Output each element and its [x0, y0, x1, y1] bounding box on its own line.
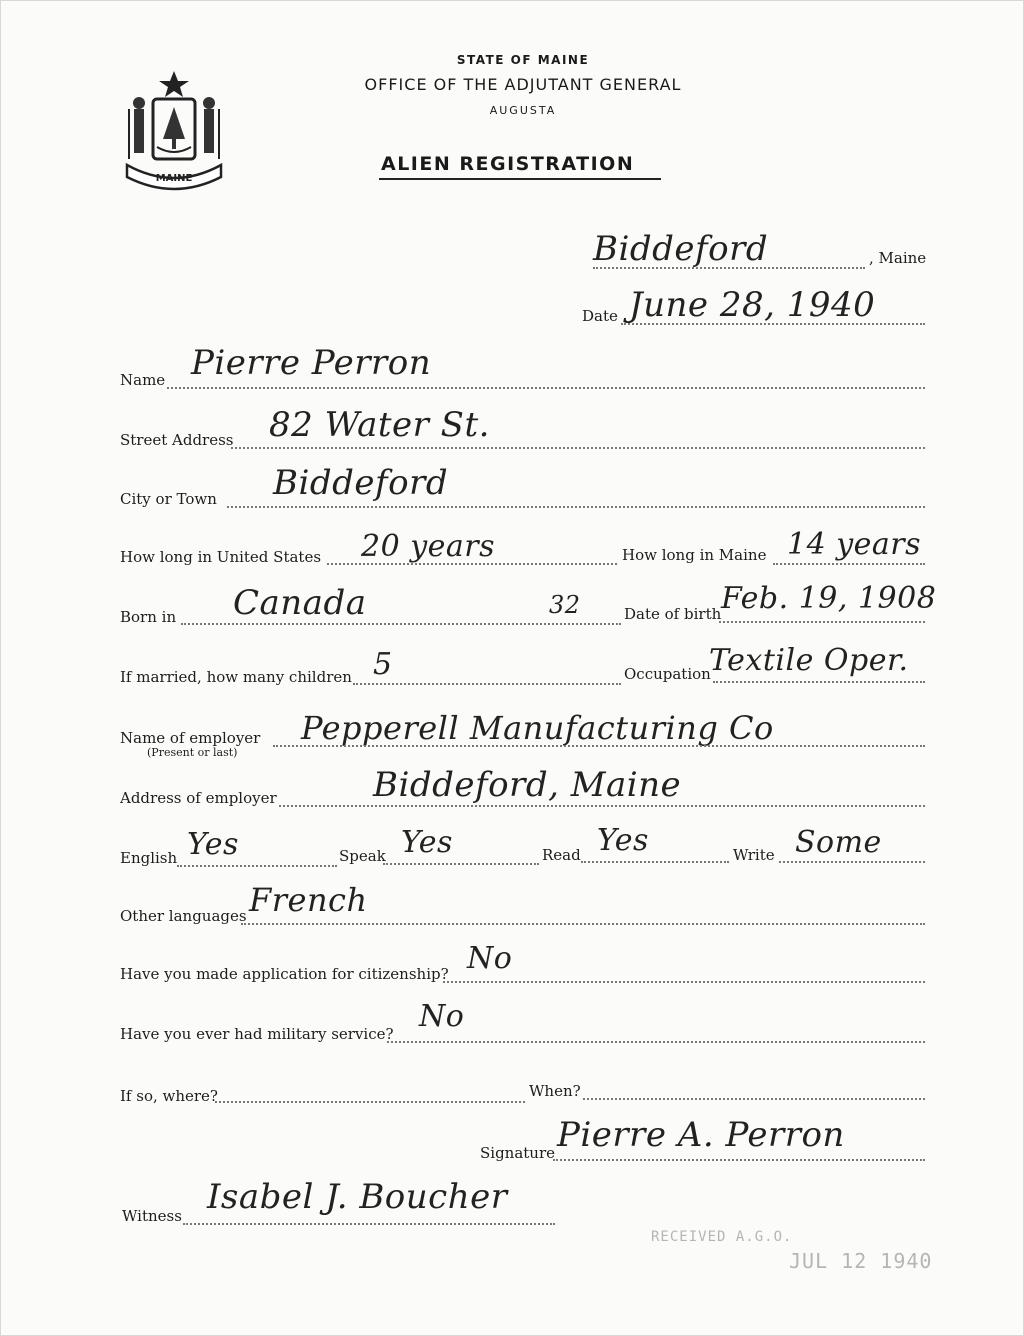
svg-text:MAINE: MAINE	[155, 173, 193, 184]
employer-line	[273, 745, 925, 747]
employer-address-label: Address of employer	[120, 789, 277, 807]
street-address-label: Street Address	[120, 431, 234, 449]
employer-address-line	[279, 805, 925, 807]
occupation-label: Occupation	[624, 665, 711, 683]
how-long-us-value: 20 years	[361, 529, 496, 564]
where-label: If so, where?	[120, 1087, 218, 1105]
speak-value: Yes	[401, 825, 453, 860]
name-value: Pierre Perron	[191, 343, 432, 383]
born-in-value: Canada	[233, 583, 367, 623]
header-office: OFFICE OF THE ADJUTANT GENERAL	[364, 75, 682, 94]
date-label: Date	[582, 307, 618, 325]
employer-address-value: Biddeford, Maine	[373, 765, 682, 805]
read-value: Yes	[597, 823, 649, 858]
other-languages-value: French	[249, 881, 368, 919]
speak-label: Speak	[339, 847, 386, 865]
citizenship-value: No	[467, 941, 513, 976]
citizenship-label: Have you made application for citizenship?	[120, 965, 449, 983]
form-title: ALIEN REGISTRATION	[381, 153, 635, 175]
street-address-line	[231, 447, 925, 449]
date-of-birth-value: Feb. 19, 1908	[721, 581, 937, 616]
english-label: English	[120, 849, 178, 867]
occupation-value: Textile Oper.	[709, 643, 909, 678]
english-line	[177, 865, 337, 867]
born-in-line	[181, 623, 621, 625]
received-stamp-label: RECEIVED A.G.O.	[651, 1229, 793, 1245]
received-stamp-date: JUL 12 1940	[789, 1249, 933, 1273]
date-of-birth-line	[719, 621, 925, 623]
place-line	[593, 267, 865, 269]
signature-line	[553, 1159, 925, 1161]
employer-label: Name of employer	[120, 729, 261, 747]
read-label: Read	[542, 846, 581, 864]
write-value: Some	[795, 825, 882, 860]
witness-label: Witness	[122, 1207, 182, 1225]
city-label: City or Town	[120, 490, 217, 508]
military-line	[387, 1041, 925, 1043]
signature-label: Signature	[480, 1144, 556, 1162]
other-languages-label: Other languages	[120, 907, 247, 925]
how-long-maine-value: 14 years	[787, 527, 922, 562]
when-line	[583, 1098, 925, 1100]
header-state: STATE OF MAINE	[456, 53, 590, 67]
other-languages-line	[241, 923, 925, 925]
name-label: Name	[120, 371, 166, 389]
date-line	[621, 323, 925, 325]
witness-line	[183, 1223, 555, 1225]
children-line	[353, 683, 621, 685]
employer-value: Pepperell Manufacturing Co	[301, 709, 774, 747]
read-line	[581, 861, 729, 863]
date-of-birth-label: Date of birth	[624, 605, 722, 623]
how-long-us-label: How long in United States	[120, 548, 322, 566]
age-value: 32	[549, 591, 581, 619]
place-label: , Maine	[869, 249, 927, 267]
how-long-maine-label: How long in Maine	[622, 546, 767, 564]
where-line	[215, 1101, 525, 1103]
witness-value: Isabel J. Boucher	[207, 1177, 508, 1217]
name-line	[167, 387, 925, 389]
how-long-us-line	[327, 563, 617, 565]
english-value: Yes	[187, 827, 239, 862]
write-label: Write	[733, 846, 775, 864]
street-address-value: 82 Water St.	[269, 405, 490, 445]
military-value: No	[419, 999, 465, 1034]
city-value: Biddeford	[273, 463, 449, 503]
employer-sublabel: (Present or last)	[147, 746, 238, 759]
signature-value: Pierre A. Perron	[557, 1115, 845, 1155]
speak-line	[383, 863, 539, 865]
children-value: 5	[373, 647, 393, 682]
citizenship-line	[443, 981, 925, 983]
occupation-line	[713, 681, 925, 683]
place-value: Biddeford	[593, 229, 769, 269]
born-in-label: Born in	[120, 608, 177, 626]
how-long-maine-line	[773, 563, 925, 565]
state-seal-icon	[119, 69, 229, 193]
date-value: June 28, 1940	[629, 285, 876, 325]
city-line	[227, 506, 925, 508]
header-city: AUGUSTA	[489, 104, 557, 117]
military-label: Have you ever had military service?	[120, 1025, 394, 1043]
write-line	[779, 861, 925, 863]
when-label: When?	[529, 1082, 581, 1100]
title-underline	[379, 178, 661, 180]
children-label: If married, how many children	[120, 668, 352, 686]
